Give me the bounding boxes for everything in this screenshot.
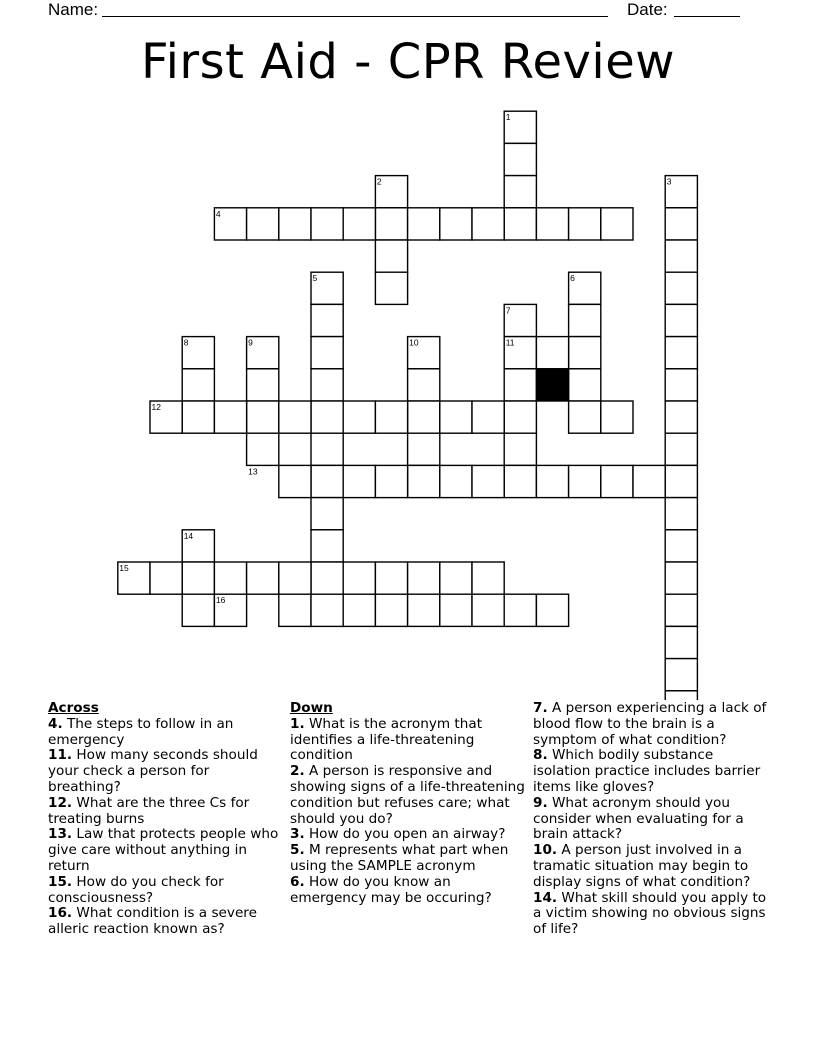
grid-cell[interactable] bbox=[408, 401, 440, 433]
grid-cell[interactable] bbox=[665, 691, 697, 700]
clue-item bbox=[48, 906, 280, 938]
grid-cell[interactable] bbox=[311, 465, 343, 497]
grid-cell[interactable] bbox=[601, 401, 633, 433]
grid-cell[interactable] bbox=[665, 337, 697, 369]
grid-cell[interactable] bbox=[569, 337, 601, 369]
grid-cell[interactable] bbox=[665, 304, 697, 336]
grid-cell[interactable] bbox=[343, 465, 375, 497]
clue-number: 8. bbox=[533, 747, 548, 764]
clue-item bbox=[290, 764, 526, 827]
blocked-cell bbox=[536, 369, 568, 401]
clue-number: 3. bbox=[290, 826, 305, 843]
clue-number-label: 1 bbox=[505, 112, 511, 123]
grid-cell[interactable] bbox=[343, 401, 375, 433]
clue-number: 2. bbox=[290, 763, 305, 780]
grid-cell[interactable] bbox=[375, 562, 407, 594]
clue-text: Which bodily substance isolation practice includes barrier items like gloves? bbox=[533, 747, 761, 795]
grid-cell[interactable] bbox=[504, 369, 536, 401]
grid-cell[interactable] bbox=[182, 369, 214, 401]
grid-cell[interactable] bbox=[665, 530, 697, 562]
clue-text: A person just involved in a tramatic situation may begin to display signs of what condition? bbox=[533, 842, 751, 890]
clue-number: 5. bbox=[290, 842, 305, 859]
grid-cell[interactable] bbox=[408, 208, 440, 240]
down-clue-list bbox=[290, 717, 526, 907]
grid-cell[interactable] bbox=[472, 208, 504, 240]
clue-item bbox=[48, 796, 280, 828]
grid-cell[interactable] bbox=[182, 562, 214, 594]
grid-cell[interactable] bbox=[536, 208, 568, 240]
grid-cell[interactable] bbox=[279, 562, 311, 594]
grid-cell[interactable] bbox=[247, 401, 279, 433]
grid-cell[interactable] bbox=[536, 594, 568, 626]
clue-number-label: 8 bbox=[183, 337, 189, 348]
clue-number: 16. bbox=[48, 905, 73, 922]
grid-cell[interactable] bbox=[311, 530, 343, 562]
clue-text: A person experiencing a lack of blood flow to the brain is a symptom of what condition? bbox=[533, 700, 767, 748]
grid-cell[interactable] bbox=[472, 562, 504, 594]
clue-item bbox=[48, 748, 280, 795]
clue-text: What condition is a severe alleric reaction known as? bbox=[48, 905, 257, 938]
grid-cell[interactable] bbox=[472, 465, 504, 497]
grid-cell[interactable] bbox=[569, 208, 601, 240]
grid-cell[interactable] bbox=[569, 369, 601, 401]
grid-cell[interactable] bbox=[601, 465, 633, 497]
clue-number: 6. bbox=[290, 873, 305, 890]
grid-cell[interactable] bbox=[440, 562, 472, 594]
grid-cell[interactable] bbox=[440, 594, 472, 626]
clue-item bbox=[533, 701, 773, 748]
clue-number: 14. bbox=[533, 889, 558, 906]
grid-cell[interactable] bbox=[247, 562, 279, 594]
clue-number: 12. bbox=[48, 794, 73, 811]
grid-cell[interactable] bbox=[665, 562, 697, 594]
grid-cell[interactable] bbox=[408, 594, 440, 626]
clue-number: 15. bbox=[48, 873, 73, 890]
down-clues-continued bbox=[533, 701, 773, 938]
clue-text: What skill should you apply to a victim showing no obvious signs of life? bbox=[533, 889, 767, 938]
clue-text: How do you open an airway? bbox=[304, 826, 506, 843]
grid-cell[interactable] bbox=[665, 498, 697, 530]
grid-cell[interactable] bbox=[504, 594, 536, 626]
grid-cell[interactable] bbox=[569, 465, 601, 497]
clue-number-label: 13 bbox=[248, 466, 258, 477]
clue-item bbox=[48, 875, 280, 907]
clue-number-label: 14 bbox=[183, 530, 194, 541]
grid-cell[interactable] bbox=[536, 337, 568, 369]
grid-cell[interactable] bbox=[440, 465, 472, 497]
clue-item bbox=[533, 843, 773, 890]
grid-cell[interactable] bbox=[311, 369, 343, 401]
grid-cell[interactable] bbox=[150, 562, 182, 594]
grid-cell[interactable] bbox=[247, 433, 279, 465]
grid-cell[interactable] bbox=[311, 337, 343, 369]
grid-cell[interactable] bbox=[214, 562, 246, 594]
grid-cell[interactable] bbox=[408, 562, 440, 594]
grid-cell[interactable] bbox=[440, 208, 472, 240]
down-clues bbox=[290, 701, 526, 906]
grid-cell[interactable] bbox=[504, 433, 536, 465]
grid-cell[interactable] bbox=[182, 594, 214, 626]
clue-item bbox=[290, 827, 526, 843]
clue-text: A person is responsive and showing signs of a life-threatening condition but refuses care; what should you do? bbox=[290, 763, 525, 827]
grid-cell[interactable] bbox=[440, 401, 472, 433]
grid-cell[interactable] bbox=[247, 369, 279, 401]
clue-item bbox=[290, 875, 526, 907]
clue-text: Law that protects people who give care without anything in return bbox=[48, 826, 279, 874]
grid-cell[interactable] bbox=[311, 594, 343, 626]
across-heading: Across bbox=[48, 700, 99, 716]
grid-cell[interactable] bbox=[665, 208, 697, 240]
grid-cell[interactable] bbox=[665, 626, 697, 658]
grid-cell[interactable] bbox=[311, 498, 343, 530]
clue-number-label: 2 bbox=[376, 176, 382, 187]
clue-text: The steps to follow in an emergency bbox=[48, 715, 234, 748]
clue-number-label: 6 bbox=[570, 273, 575, 284]
grid-cell[interactable] bbox=[247, 208, 279, 240]
clue-number-label: 3 bbox=[666, 176, 672, 187]
across-clue-list bbox=[48, 717, 280, 938]
grid-cell[interactable] bbox=[665, 465, 697, 497]
name-label: Name: bbox=[48, 0, 99, 19]
grid-cell[interactable] bbox=[665, 659, 697, 691]
grid-cell[interactable] bbox=[375, 401, 407, 433]
grid-cell[interactable] bbox=[504, 465, 536, 497]
grid-cell[interactable] bbox=[665, 369, 697, 401]
grid-cell[interactable] bbox=[472, 401, 504, 433]
clue-number-label: 16 bbox=[215, 595, 226, 606]
clue-number-label: 15 bbox=[119, 563, 129, 573]
clue-text: How do you check for consciousness? bbox=[48, 873, 224, 906]
grid-cell[interactable] bbox=[665, 433, 697, 465]
clue-item bbox=[290, 843, 526, 875]
grid-cell[interactable] bbox=[311, 401, 343, 433]
clue-text: M represents what part when using the SAMPLE acronym bbox=[290, 842, 509, 874]
clue-text: What is the acronym that identifies a life-threatening condition bbox=[290, 715, 483, 764]
grid-cell[interactable] bbox=[633, 465, 665, 497]
clue-text: How do you know an emergency may be occuring? bbox=[290, 873, 492, 906]
grid-cell[interactable] bbox=[569, 304, 601, 336]
grid-cell[interactable] bbox=[214, 401, 246, 433]
grid-cell[interactable] bbox=[279, 465, 311, 497]
grid-cell[interactable] bbox=[182, 401, 214, 433]
grid-cell[interactable] bbox=[375, 208, 407, 240]
clue-item bbox=[533, 796, 773, 843]
grid-cell[interactable] bbox=[343, 594, 375, 626]
grid-cell[interactable] bbox=[665, 594, 697, 626]
grid-cell[interactable] bbox=[343, 562, 375, 594]
clue-number: 7. bbox=[533, 700, 548, 716]
grid-cell[interactable] bbox=[408, 465, 440, 497]
date-label: Date: bbox=[627, 0, 668, 19]
grid-cell[interactable] bbox=[504, 401, 536, 433]
clue-text: What are the three Cs for treating burns bbox=[48, 794, 250, 827]
clue-number: 10. bbox=[533, 842, 558, 859]
clue-number: 13. bbox=[48, 826, 73, 843]
grid-cell[interactable] bbox=[408, 369, 440, 401]
down-heading: Down bbox=[290, 700, 333, 716]
clue-number-label: 7 bbox=[505, 305, 511, 316]
clue-item bbox=[290, 717, 526, 764]
clue-number: 4. bbox=[48, 715, 63, 732]
down-clue-list-continued bbox=[533, 701, 773, 938]
grid-cell[interactable] bbox=[601, 208, 633, 240]
clue-number: 1. bbox=[290, 715, 305, 732]
grid-cell[interactable] bbox=[536, 465, 568, 497]
clue-number-label: 9 bbox=[248, 337, 253, 348]
grid-cell[interactable] bbox=[665, 401, 697, 433]
clue-number-label: 10 bbox=[409, 337, 419, 348]
grid-cell[interactable] bbox=[279, 208, 311, 240]
grid-cell[interactable] bbox=[311, 433, 343, 465]
grid-cell[interactable] bbox=[504, 143, 536, 175]
grid-cell[interactable] bbox=[343, 208, 375, 240]
grid-cell[interactable] bbox=[569, 401, 601, 433]
page-title: First Aid - CPR Review bbox=[140, 34, 676, 90]
clue-text: How many seconds should your check a person for breathing? bbox=[48, 747, 258, 795]
grid-cell[interactable] bbox=[311, 562, 343, 594]
clue-number: 9. bbox=[533, 794, 548, 811]
across-clues bbox=[48, 701, 280, 938]
clue-number: 11. bbox=[48, 747, 73, 764]
clue-number-label: 4 bbox=[215, 208, 221, 219]
clue-item bbox=[48, 717, 280, 749]
grid-cell[interactable] bbox=[665, 272, 697, 304]
grid-cell[interactable] bbox=[504, 208, 536, 240]
clue-item bbox=[48, 827, 280, 874]
grid-cell[interactable] bbox=[375, 272, 407, 304]
clue-number-label: 5 bbox=[312, 273, 318, 284]
clue-number-label: 11 bbox=[505, 337, 515, 348]
grid-cell[interactable] bbox=[472, 594, 504, 626]
grid-cell[interactable] bbox=[311, 304, 343, 336]
grid-cell[interactable] bbox=[311, 208, 343, 240]
grid-cell[interactable] bbox=[504, 176, 536, 208]
grid-cell[interactable] bbox=[408, 433, 440, 465]
grid-cell[interactable] bbox=[279, 401, 311, 433]
grid-cell[interactable] bbox=[279, 594, 311, 626]
grid-cell[interactable] bbox=[375, 594, 407, 626]
grid-cell[interactable] bbox=[665, 240, 697, 272]
grid-cell[interactable] bbox=[375, 240, 407, 272]
clue-number-label: 12 bbox=[151, 402, 161, 412]
clue-item bbox=[533, 748, 773, 795]
grid-cell[interactable] bbox=[375, 465, 407, 497]
clue-text: What acronym should you consider when evaluating for a brain attack? bbox=[533, 794, 744, 843]
clue-item bbox=[533, 891, 773, 938]
